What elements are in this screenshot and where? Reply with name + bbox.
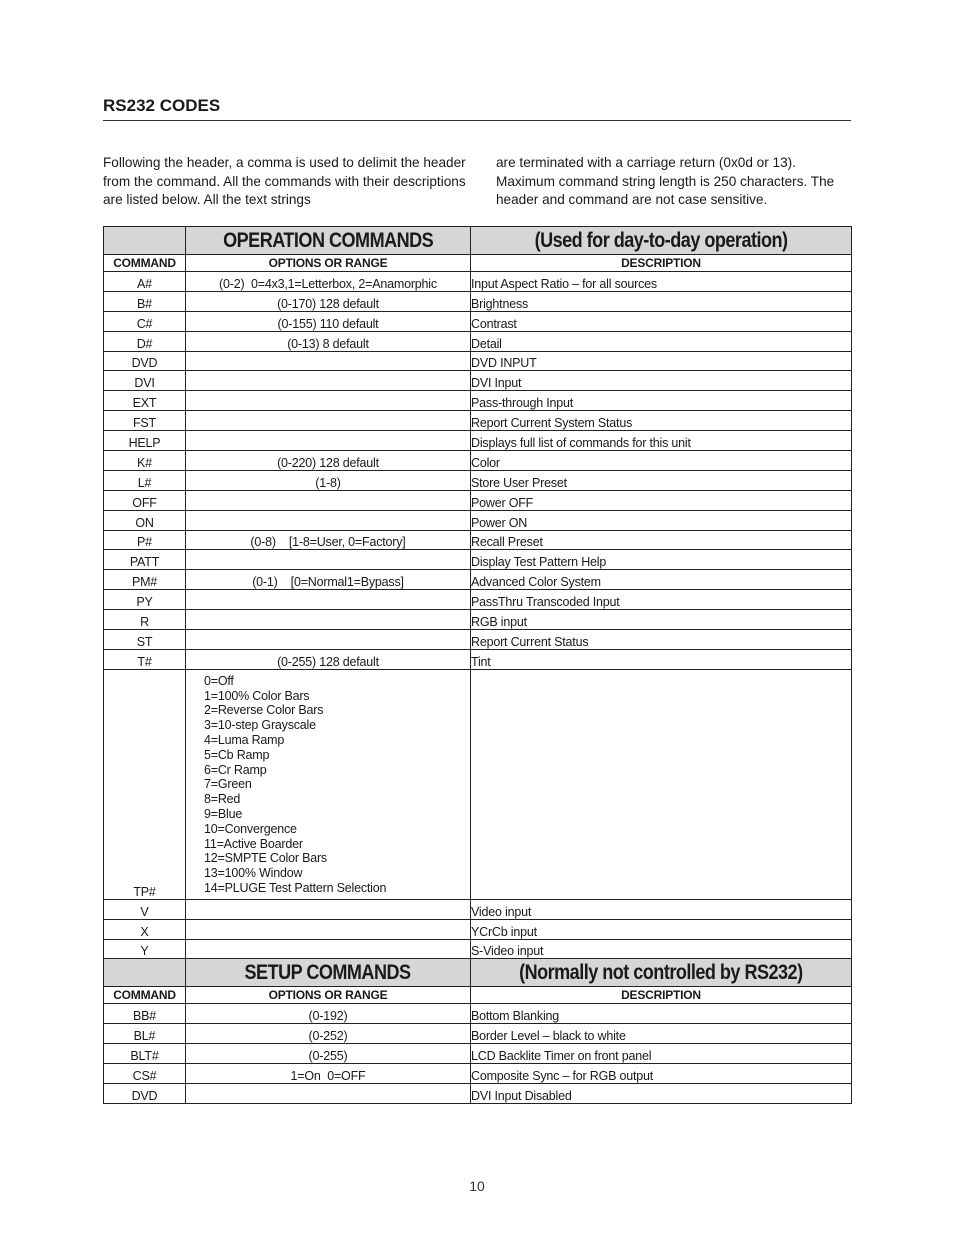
table-row-tp [104, 669, 852, 899]
description-cell: DVI Input Disabled [471, 1084, 852, 1104]
command-cell: K# [104, 451, 186, 471]
table-row [104, 1084, 852, 1104]
page-title: RS232 CODES [103, 96, 221, 115]
test-pattern-option: 8=Red [204, 792, 241, 807]
description-cell: S-Video input [471, 939, 852, 959]
test-pattern-option: 1=100% Color Bars [204, 688, 310, 703]
description-cell: Contrast [471, 311, 852, 331]
table-row [104, 351, 852, 371]
test-pattern-option: 7=Green [204, 777, 252, 792]
test-pattern-option: 11=Active Boarder [204, 836, 303, 851]
command-cell: X [104, 919, 186, 939]
table-row [104, 451, 852, 471]
operation-section-subtitle: (Used for day-to-day operation) [471, 227, 852, 255]
rs232-codes-table [103, 226, 852, 1104]
description-cell: YCrCb input [471, 919, 852, 939]
command-cell: L# [104, 470, 186, 490]
command-cell: V [104, 899, 186, 919]
section-blank-cell [104, 959, 186, 987]
description-cell: Advanced Color System [471, 570, 852, 590]
table-row [104, 630, 852, 650]
options-cell: (0-8) [1-8=User, 0=Factory] [186, 530, 471, 550]
description-column-header: DESCRIPTION [471, 987, 852, 1004]
intro-text-left: Following the header, a comma is used to delimit the header from the command. All the commands with their descriptions are listed below. All the text strings [103, 155, 466, 207]
command-cell: B# [104, 291, 186, 311]
options-cell [186, 490, 471, 510]
test-pattern-option: 10=Convergence [204, 821, 297, 836]
options-cell [186, 550, 471, 570]
title-divider [103, 120, 851, 121]
command-cell: ON [104, 510, 186, 530]
test-pattern-option: 4=Luma Ramp [204, 733, 285, 747]
setup-section-subtitle: (Normally not controlled by RS232) [471, 959, 852, 987]
options-cell [186, 510, 471, 530]
setup-column-headers [104, 987, 852, 1004]
command-column-header: COMMAND [104, 987, 186, 1004]
description-cell: RGB input [471, 610, 852, 630]
options-cell [186, 899, 471, 919]
operation-section-header [104, 227, 852, 255]
test-pattern-option: 0=Off [204, 673, 234, 688]
options-cell [186, 431, 471, 451]
command-cell: DVD [104, 1084, 186, 1104]
setup-section-header [104, 959, 852, 987]
command-cell: T# [104, 649, 186, 669]
table-row [104, 649, 852, 669]
description-cell: Display Test Pattern Help [471, 550, 852, 570]
options-cell [186, 1084, 471, 1104]
description-cell: Pass-through Input [471, 391, 852, 411]
test-pattern-option: 9=Blue [204, 806, 243, 821]
options-cell: (0-155) 110 default [186, 311, 471, 331]
table-row [104, 939, 852, 959]
table-row [104, 1024, 852, 1044]
command-cell: OFF [104, 490, 186, 510]
options-cell: (0-255) [186, 1044, 471, 1064]
table-row [104, 530, 852, 550]
description-cell: DVI Input [471, 371, 852, 391]
test-pattern-option: 14=PLUGE Test Pattern Selection [204, 880, 387, 895]
options-cell [186, 351, 471, 371]
options-cell: (0-252) [186, 1024, 471, 1044]
table-row [104, 490, 852, 510]
command-cell: C# [104, 311, 186, 331]
table-row [104, 431, 852, 451]
table-row [104, 1004, 852, 1024]
description-cell: Border Level – black to white [471, 1024, 852, 1044]
table-row [104, 1064, 852, 1084]
command-cell: D# [104, 331, 186, 351]
command-cell: DVI [104, 371, 186, 391]
options-cell: 1=On 0=OFF [186, 1064, 471, 1084]
description-cell: DVD INPUT [471, 351, 852, 371]
description-cell: Bottom Blanking [471, 1004, 852, 1024]
table-row [104, 550, 852, 570]
options-column-header: OPTIONS OR RANGE [186, 987, 471, 1004]
options-cell: (0-170) 128 default [186, 291, 471, 311]
command-cell: BLT# [104, 1044, 186, 1064]
test-pattern-options-list [186, 669, 471, 899]
description-cell: Recall Preset [471, 530, 852, 550]
description-cell: Tint [471, 649, 852, 669]
command-cell: DVD [104, 351, 186, 371]
table-row [104, 590, 852, 610]
description-cell: Input Aspect Ratio – for all sources [471, 272, 852, 292]
table-row [104, 311, 852, 331]
table-row [104, 371, 852, 391]
test-pattern-option: 5=Cb Ramp [204, 747, 270, 762]
table-row [104, 919, 852, 939]
table-row [104, 331, 852, 351]
description-cell: Color [471, 451, 852, 471]
command-cell: A# [104, 272, 186, 292]
command-cell: TP# [104, 669, 186, 899]
page-number: 10 [469, 1178, 485, 1194]
command-cell: Y [104, 939, 186, 959]
options-cell: (0-1) [0=Normal1=Bypass] [186, 570, 471, 590]
test-pattern-option: 6=Cr Ramp [204, 762, 267, 777]
options-cell [186, 411, 471, 431]
table-row [104, 470, 852, 490]
description-cell: Store User Preset [471, 470, 852, 490]
table-row [104, 570, 852, 590]
operation-column-headers [104, 255, 852, 272]
command-cell: HELP [104, 431, 186, 451]
command-cell: PM# [104, 570, 186, 590]
setup-section-title: SETUP COMMANDS [186, 959, 471, 987]
options-cell [186, 590, 471, 610]
description-cell [471, 669, 852, 899]
description-cell: Video input [471, 899, 852, 919]
command-cell: EXT [104, 391, 186, 411]
test-pattern-option: 2=Reverse Color Bars [204, 703, 324, 718]
table-row [104, 291, 852, 311]
options-cell [186, 610, 471, 630]
command-cell: CS# [104, 1064, 186, 1084]
options-column-header: OPTIONS OR RANGE [186, 255, 471, 272]
options-cell [186, 939, 471, 959]
options-cell [186, 919, 471, 939]
description-cell: Displays full list of commands for this unit [471, 431, 852, 451]
table-row [104, 610, 852, 630]
table-row [104, 899, 852, 919]
intro-text-right: are terminated with a carriage return (0x0d or 13). Maximum command string length is 250 characters. The header and command are not case sensitive. [496, 155, 835, 207]
table-row [104, 1044, 852, 1064]
options-cell: (0-2) 0=4x3,1=Letterbox, 2=Anamorphic [186, 272, 471, 292]
description-cell: Power ON [471, 510, 852, 530]
description-column-header: DESCRIPTION [471, 255, 852, 272]
section-blank-cell [104, 227, 186, 255]
command-cell: ST [104, 630, 186, 650]
options-cell: (0-220) 128 default [186, 451, 471, 471]
options-cell: (0-13) 8 default [186, 331, 471, 351]
command-cell: FST [104, 411, 186, 431]
table-row [104, 391, 852, 411]
options-cell [186, 371, 471, 391]
table-row [104, 510, 852, 530]
options-cell: (0-255) 128 default [186, 649, 471, 669]
test-pattern-option: 12=SMPTE Color Bars [204, 851, 327, 866]
description-cell: Detail [471, 331, 852, 351]
description-cell: Brightness [471, 291, 852, 311]
test-pattern-option: 3=10-step Grayscale [204, 718, 316, 733]
command-cell: PY [104, 590, 186, 610]
options-cell: (0-192) [186, 1004, 471, 1024]
command-column-header: COMMAND [104, 255, 186, 272]
command-cell: BB# [104, 1004, 186, 1024]
description-cell: Composite Sync – for RGB output [471, 1064, 852, 1084]
description-cell: LCD Backlite Timer on front panel [471, 1044, 852, 1064]
command-cell: P# [104, 530, 186, 550]
table-row [104, 411, 852, 431]
description-cell: Report Current System Status [471, 411, 852, 431]
command-cell: PATT [104, 550, 186, 570]
command-cell: BL# [104, 1024, 186, 1044]
test-pattern-option: 13=100% Window [204, 866, 303, 881]
description-cell: Report Current Status [471, 630, 852, 650]
options-cell: (1-8) [186, 470, 471, 490]
options-cell [186, 630, 471, 650]
command-cell: R [104, 610, 186, 630]
description-cell: Power OFF [471, 490, 852, 510]
table-row [104, 272, 852, 292]
description-cell: PassThru Transcoded Input [471, 590, 852, 610]
operation-section-title: OPERATION COMMANDS [186, 227, 471, 255]
options-cell [186, 391, 471, 411]
